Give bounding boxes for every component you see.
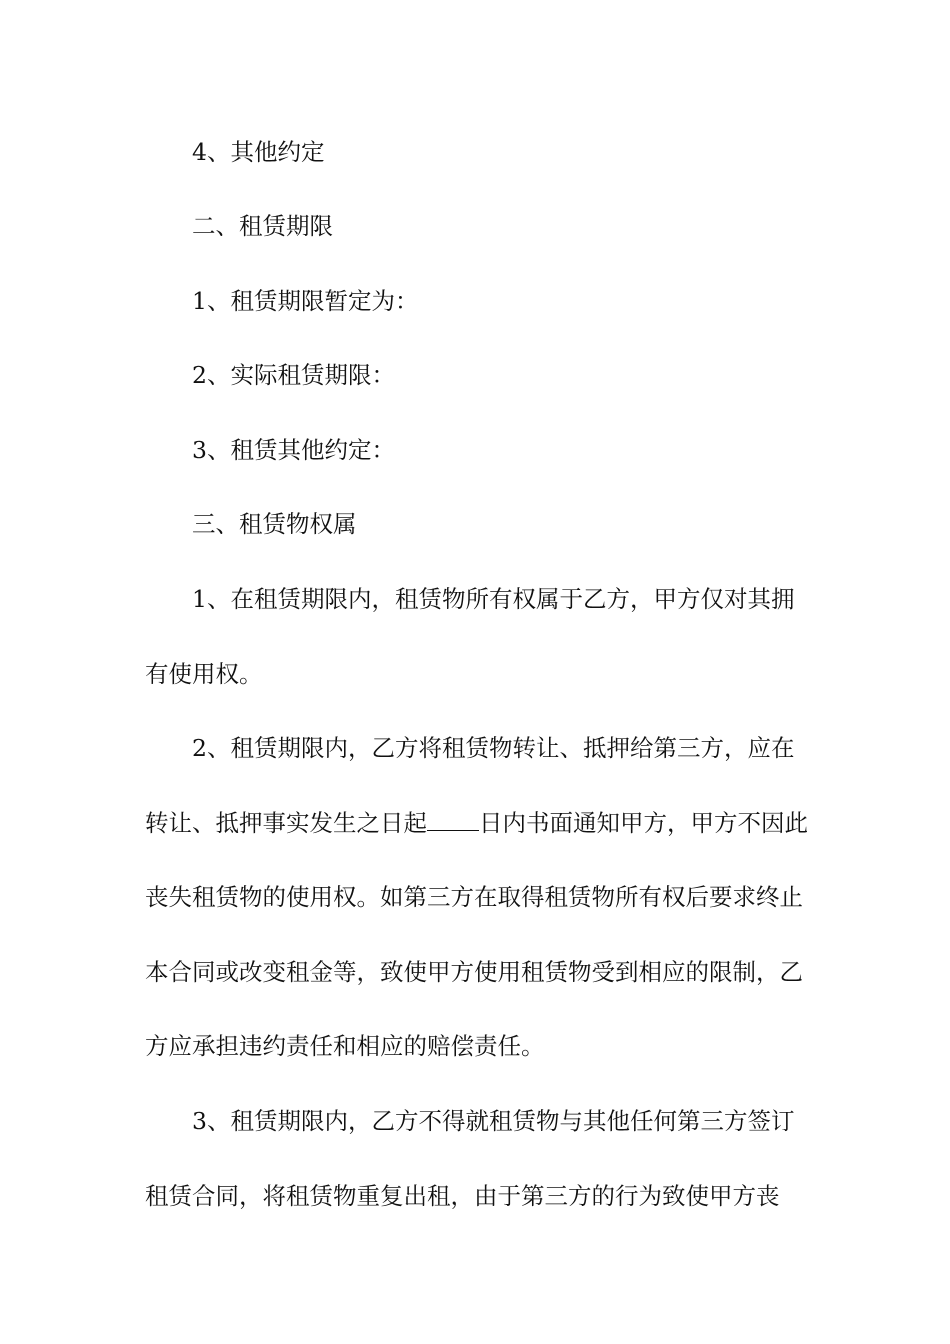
paragraph-ownership-3: 3、租赁期限内，乙方不得就租赁物与其他任何第三方签订租赁合同，将租赁物重复出租，由于第三方的行为致使甲方丧 [145,1107,795,1210]
heading-lease-term: 二、租赁期限 [192,212,333,240]
paragraph-ownership-2 [145,711,810,1084]
blank-days-underline [427,806,479,831]
paragraph-tentative-term: 1、租赁期限暂定为： [192,287,419,315]
paragraph-term-other: 3、租赁其他约定： [192,436,395,464]
paragraph-ownership-1: 1、在租赁期限内，租赁物所有权属于乙方，甲方仅对其拥有使用权。 [145,585,795,688]
paragraph-ownership-2-part1: 2、租赁期限内，乙方将租赁物转让、抵押给第三方，应在转让、抵押事实发生之日起 [145,734,795,837]
paragraph-other-terms: 4、其他约定 [192,138,325,166]
paragraph-ownership-2-part2: 日内书面通知甲方，甲方不因此丧失租赁物的使用权。如第三方在取得租赁物所有权后要求终止本合同或改变租金等，致使甲方使用租赁物受到相应的限制，乙方应承担违约责任和相应的赔偿责任。 [145,808,808,1060]
heading-ownership: 三、租赁物权属 [192,510,357,538]
paragraph-actual-term: 2、实际租赁期限： [192,361,395,389]
